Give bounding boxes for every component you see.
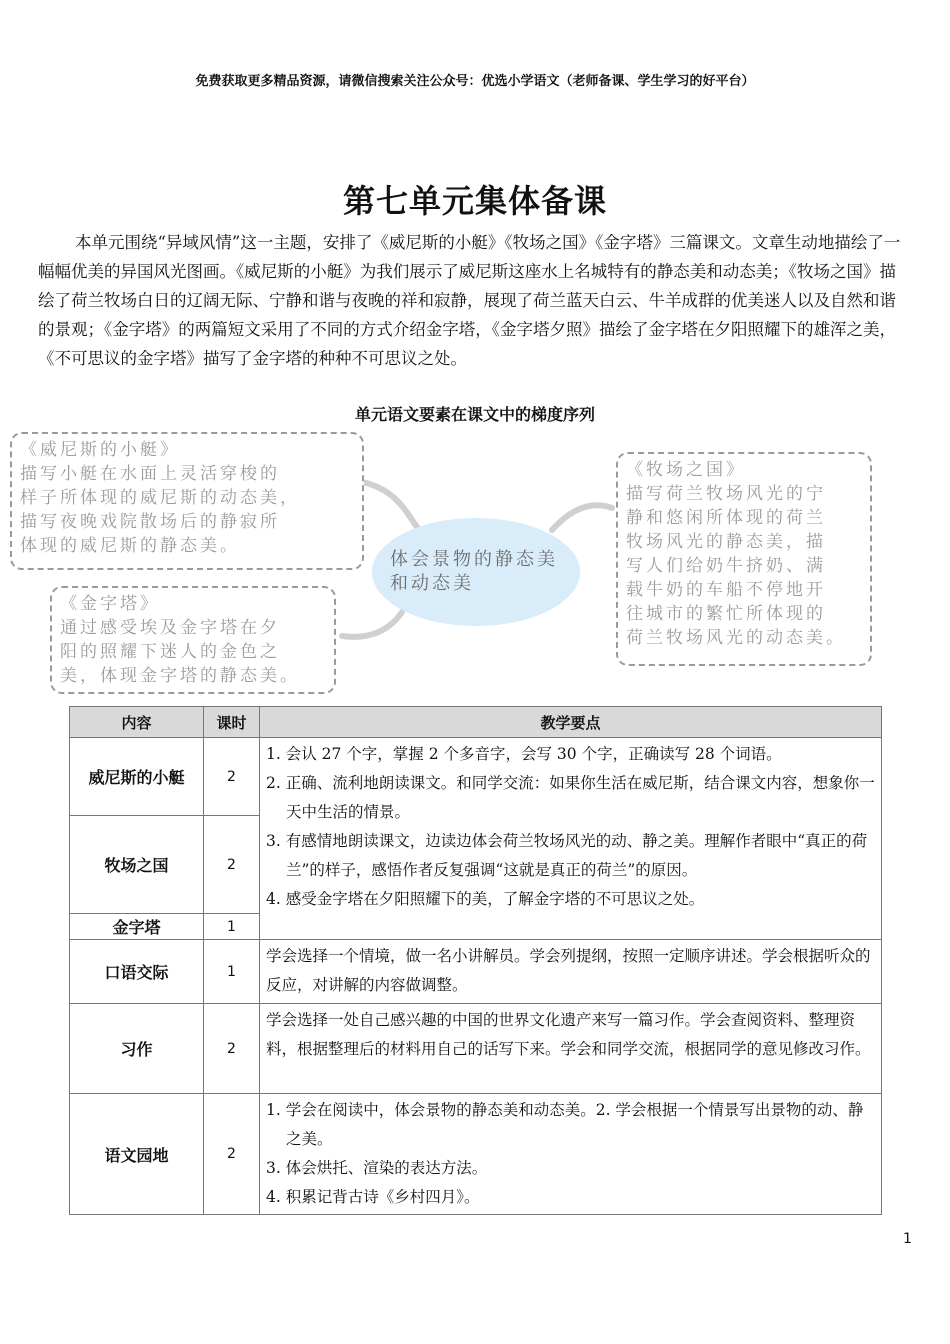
lesson-point: 4. 感受金字塔在夕阳照耀下的美，了解金字塔的不可思议之处。 xyxy=(266,890,705,908)
venice-node-line: 样子所体现的威尼斯的动态美， xyxy=(20,488,300,508)
garden-name: 语文园地 xyxy=(70,1094,204,1215)
writing-points xyxy=(260,1004,882,1094)
pasture-node-title: 《牧场之国》 xyxy=(626,460,746,480)
garden-point: 1. 学会在阅读中，体会景物的静态美和动态美。2. 学会根据一个情景写出景物的动、静之美。 xyxy=(266,1101,864,1148)
table-header-row xyxy=(70,707,882,738)
center-line: 和动态美 xyxy=(390,573,474,594)
lesson-points-cell xyxy=(260,738,882,940)
writing-point-text: 学会选择一处自己感兴趣的中国的世界文化遗产来写一篇习作。学会查阅资料、整理资料，根据整理后的材料用自己的话写下来。学会和同学交流，根据同学的意见修改习作。 xyxy=(266,1011,871,1058)
center-line: 体会景物的静态美 xyxy=(390,549,558,570)
venice-node-line: 体现的威尼斯的静态美。 xyxy=(20,536,240,556)
header-hours: 课时 xyxy=(204,707,260,738)
lesson-name: 金字塔 xyxy=(70,914,204,940)
table-row xyxy=(70,738,882,816)
table-row xyxy=(70,1004,882,1094)
pyramid-node-line: 美，体现金字塔的静态美。 xyxy=(60,666,300,686)
mind-map xyxy=(0,430,950,710)
lesson-point: 2. 正确、流利地朗读课文。和同学交流：如果你生活在威尼斯，结合课文内容，想象你一天中生活的情景。 xyxy=(266,774,875,821)
writing-hours: 2 xyxy=(204,1004,260,1094)
venice-node-line: 描写夜晚戏院散场后的静寂所 xyxy=(20,512,280,532)
lesson-name: 威尼斯的小艇 xyxy=(70,738,204,816)
pasture-node-line: 写人们给奶牛挤奶、满 xyxy=(626,556,826,576)
mind-map-center xyxy=(372,518,580,626)
pasture-node-line: 载牛奶的车船不停地开 xyxy=(626,580,826,600)
section-subtitle: 单元语文要素在课文中的梯度序列 xyxy=(354,405,595,424)
pasture-node-line: 描写荷兰牧场风光的宁 xyxy=(626,484,826,504)
table-row xyxy=(70,1094,882,1215)
pasture-node xyxy=(616,452,872,666)
garden-point: 4. 积累记背古诗《乡村四月》。 xyxy=(266,1188,480,1206)
page-number: 1 xyxy=(903,1231,912,1247)
pasture-node-line: 牧场风光的静态美，描 xyxy=(626,532,826,552)
pyramid-node-line: 阳的照耀下迷人的金色之 xyxy=(60,642,280,662)
pyramid-node xyxy=(50,586,336,694)
intro-paragraph: 本单元围绕“异域风情”这一主题，安排了《威尼斯的小艇》《牧场之国》《金字塔》三篇课文。文章生动地描绘了一幅幅优美的异国风光图画。《威尼斯的小艇》为我们展示了威尼斯这座水上名城特有的静态美和动态美；《牧场之国》描绘了荷兰牧场白日的辽阔无际、宁静和谐与夜晚的祥和寂静，展现了荷兰蓝天白云、牛羊成群的优美迷人以及自然和谐的景观；《金字塔》的两篇短文采用了不同的方式介绍金字塔，《金字塔夕照》描绘了金字塔在夕阳照耀下的雄浑之美，《不可思议的金字塔》描写了金字塔的种种不可思议之处。 xyxy=(38,233,901,368)
garden-point: 3. 体会烘托、渲染的表达方法。 xyxy=(266,1159,488,1177)
pasture-node-line: 荷兰牧场风光的动态美。 xyxy=(626,628,846,648)
oral-point-text: 学会选择一个情境，做一名小讲解员。学会列提纲，按照一定顺序讲述。学会根据听众的反应，对讲解的内容做调整。 xyxy=(266,947,871,994)
garden-points xyxy=(260,1094,882,1215)
oral-hours: 1 xyxy=(204,940,260,1004)
teaching-plan-table xyxy=(69,706,882,1215)
header-content: 内容 xyxy=(70,707,204,738)
garden-hours: 2 xyxy=(204,1094,260,1215)
writing-name: 习作 xyxy=(70,1004,204,1094)
lesson-hours: 1 xyxy=(204,914,260,940)
oral-points xyxy=(260,940,882,1004)
lesson-hours: 2 xyxy=(204,738,260,816)
page-title: 第七单元集体备课 xyxy=(342,182,607,220)
oral-name: 口语交际 xyxy=(70,940,204,1004)
pasture-node-line: 往城市的繁忙所体现的 xyxy=(626,604,826,624)
pyramid-node-title: 《金字塔》 xyxy=(60,594,160,614)
header-note: 免费获取更多精品资源，请微信搜索关注公众号：优选小学语文（老师备课、学生学习的好平台） xyxy=(195,74,755,89)
venice-node-title: 《威尼斯的小艇》 xyxy=(20,440,180,460)
lesson-point: 3. 有感情地朗读课文，边读边体会荷兰牧场风光的动、静之美。理解作者眼中“真正的荷兰”的样子，感悟作者反复强调“这就是真正的荷兰”的原因。 xyxy=(266,832,868,879)
pasture-node-line: 静和悠闲所体现的荷兰 xyxy=(626,508,826,528)
lesson-hours: 2 xyxy=(204,816,260,914)
header-points: 教学要点 xyxy=(260,707,882,738)
venice-node xyxy=(10,432,364,570)
pyramid-node-line: 通过感受埃及金字塔在夕 xyxy=(60,618,280,638)
table-row xyxy=(70,940,882,1004)
lesson-point: 1. 会认 27 个字，掌握 2 个多音字，会写 30 个字，正确读写 28 个词语。 xyxy=(266,745,782,763)
lesson-name: 牧场之国 xyxy=(70,816,204,914)
venice-node-line: 描写小艇在水面上灵活穿梭的 xyxy=(20,464,280,484)
